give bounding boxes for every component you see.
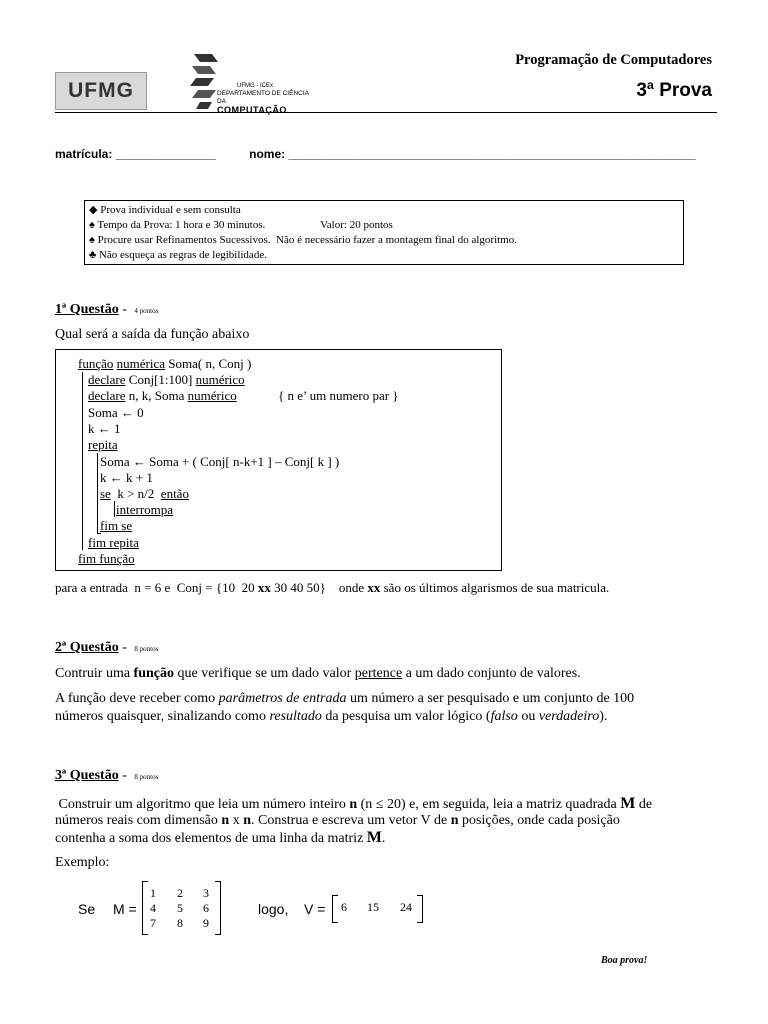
q1-title: 1ª Questão — [55, 302, 119, 317]
matrix-left-bracket — [142, 881, 148, 935]
q3-paragraph-1: Construir um algoritmo que leia um número inteiro n (n ≤ 20) e, em seguida, leia a matriz quadrada M de — [55, 795, 653, 812]
q1-dash: - — [122, 302, 127, 317]
nome-field[interactable]: nome: _____________________________________________________________ — [249, 147, 696, 161]
q3-title: 3ª Questão — [55, 768, 119, 783]
vector-right-bracket — [417, 895, 423, 923]
code-line: repita — [88, 437, 118, 452]
matrix-cell: 6 — [203, 901, 209, 915]
q2-heading — [55, 640, 158, 656]
dcc-line-3: COMPUTAÇÃO — [217, 105, 287, 115]
v-label: V = — [304, 901, 326, 917]
course-title: Programação de Computadores — [515, 52, 712, 68]
rule-item: ◆ Prova individual e sem consulta — [89, 204, 241, 216]
matrix-cell: 4 — [150, 901, 156, 915]
q3-paragraph-2: números reais com dimensão n x n. Construa e escreva um vetor V de n posições, onde cada posição — [55, 813, 620, 828]
q2-dash: - — [122, 640, 127, 655]
dcc-line-1: UFMG - ICEx — [237, 83, 273, 89]
matrix-cell: 9 — [203, 916, 209, 930]
q3-paragraph-3: contenha a soma dos elementos de uma linha da matriz M. — [55, 829, 386, 846]
repeat-block-bar — [97, 453, 98, 533]
code-line: fim se — [100, 518, 133, 533]
q2-paragraph-1: Contruir uma função que verifique se um dado valor pertence a um dado conjunto de valores. — [55, 666, 581, 681]
matrix-cell: 2 — [177, 886, 183, 900]
code-line: interrompa — [116, 502, 174, 517]
header-divider — [55, 112, 717, 113]
ufmg-logo — [55, 72, 147, 110]
q1-prompt: Qual será a saída da função abaixo — [55, 327, 250, 342]
m-label: M = — [113, 901, 137, 917]
matrix-cell: 1 — [150, 886, 156, 900]
matrix-cell: 3 — [203, 886, 209, 900]
code-line: declare Conj[1:100] numérico — [88, 372, 245, 387]
q1-points: 4 pontos — [134, 307, 159, 315]
matrix-cell: 5 — [177, 901, 183, 915]
matrix-cell: 7 — [150, 916, 156, 930]
ufmg-logo-text: UFMG — [68, 79, 134, 102]
code-box — [55, 349, 502, 571]
se-label: Se — [78, 901, 96, 917]
q3-heading — [55, 768, 158, 784]
rule-item: ♠ Procure usar Refinamentos Sucessivos. Não é necessário fazer a montagem final do algoritmo. — [89, 234, 517, 246]
vector-cell: 24 — [400, 900, 412, 914]
vector-cell: 15 — [367, 900, 379, 914]
matricula-field[interactable]: matrícula: _______________ — [55, 147, 216, 161]
q3-example-label: Exemplo: — [55, 855, 110, 870]
vector-cell: 6 — [341, 900, 347, 914]
code-line: função numérica Soma( n, Conj ) — [78, 356, 252, 371]
code-line: k ← k + 1 — [100, 470, 153, 485]
exam-title: 3ª Prova — [636, 80, 712, 101]
rule-item: ♣ Não esqueça as regras de legibilidade. — [89, 249, 267, 261]
logo-label: logo, — [258, 901, 289, 917]
code-line: Soma ← Soma + ( Conj[ n-k+1 ] – Conj[ k ] ) — [100, 454, 340, 469]
code-line: declare n, k, Soma numérico { n e’ um numero par } — [88, 388, 399, 403]
code-line: Soma ← 0 — [88, 405, 144, 420]
q2-paragraph-2: A função deve receber como parâmetros de entrada um número a ser pesquisado e um conjunto de 100 — [55, 691, 635, 706]
dcc-line-2: DEPARTAMENTO DE CIÊNCIA DA — [217, 90, 309, 105]
student-id-line — [55, 147, 696, 161]
q1-input-line: para a entrada n = 6 e Conj = {10 20 xx 30 40 50} onde xx são os últimos algarismos de sua matricula. — [55, 580, 610, 595]
closing-text: Boa prova! — [601, 955, 648, 966]
vector-left-bracket — [332, 895, 338, 923]
if-block-bar — [114, 501, 115, 517]
code-line: k ← 1 — [88, 421, 121, 436]
code-line: se k > n/2 então — [100, 486, 189, 501]
matrix-right-bracket — [215, 881, 221, 935]
q2-paragraph-3: números quaisquer, sinalizando como resultado da pesquisa um valor lógico (falso ou verdadeiro). — [55, 709, 608, 724]
dcc-department-text — [217, 82, 317, 114]
rule-item: ♠ Tempo da Prova: 1 hora e 30 minutos. Valor: 20 pontos — [89, 219, 393, 231]
matrix-cell: 8 — [177, 916, 183, 930]
q2-title: 2ª Questão — [55, 640, 119, 655]
q1-heading — [55, 302, 158, 318]
code-line: fim repita — [88, 535, 139, 550]
q2-points: 8 pontos — [134, 645, 159, 653]
q3-points: 8 pontos — [134, 773, 159, 781]
instructions-box — [84, 200, 684, 265]
code-line: fim função — [78, 551, 135, 566]
q3-dash: - — [122, 768, 127, 783]
function-block-bar — [82, 372, 83, 550]
